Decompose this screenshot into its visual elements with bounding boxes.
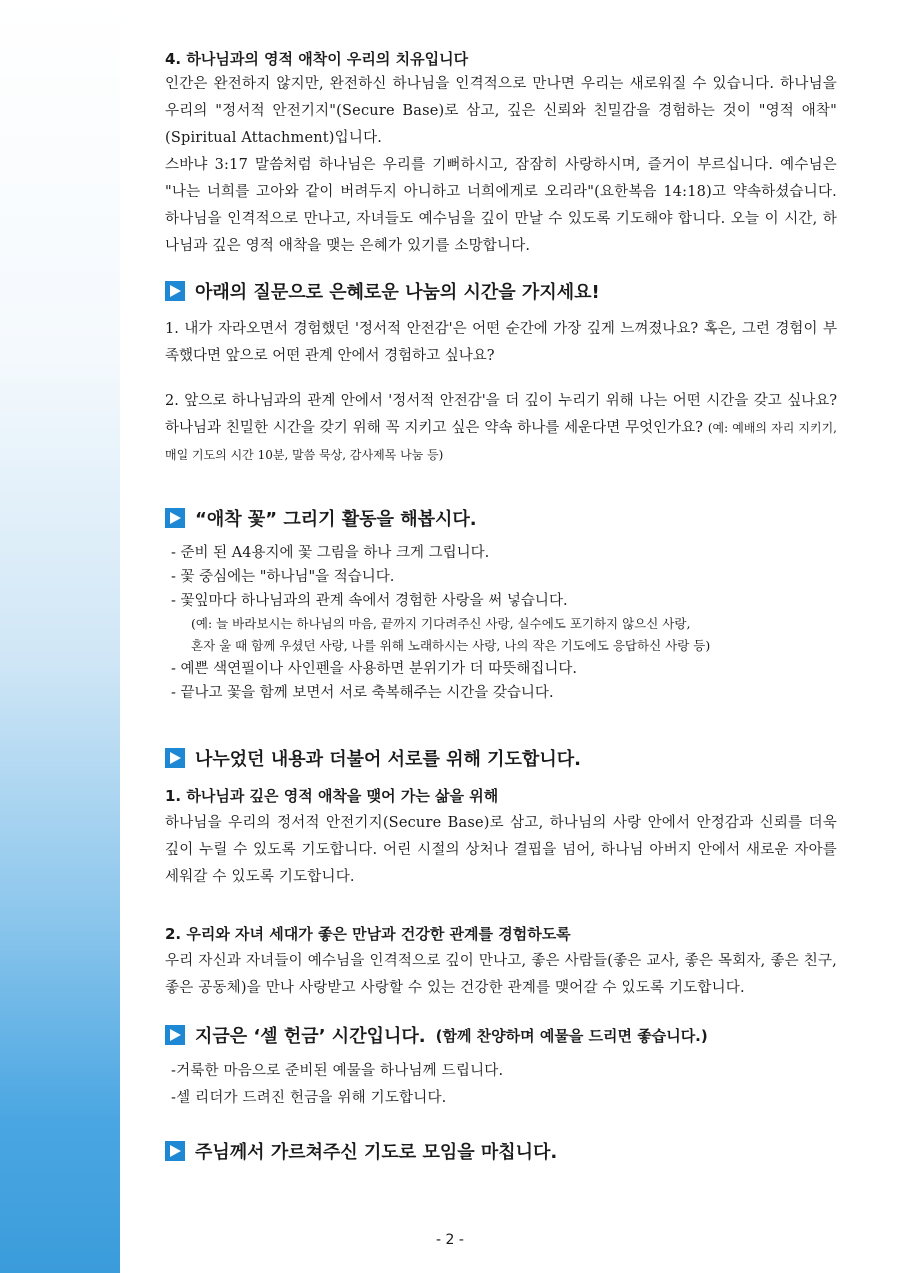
list-item: - 꽃잎마다 하나님과의 관계 속에서 경험한 사랑을 써 넣습니다. [171,593,568,609]
prayer-2-text: 우리 자신과 자녀들이 예수님을 인격적으로 깊이 만나고, 좋은 사람들(좋은 교사, 좋은 목회자, 좋은 친구, 좋은 공동체)을 만나 사랑받고 사랑할 수 있는 건강한 관계를 맺어갈 수 있도록 기도합니다. [165,953,837,996]
section4-paragraph-2: 스바냐 3:17 말씀처럼 하나님은 우리를 기뻐하시고, 잠잠히 사랑하시며, 즐거이 부르십니다. 예수님은 "나는 너희를 고아와 같이 버려두지 아니하고 너희에게로 오리라"(요한복음 14:18)고 약속하셨습니다. 하나님을 인격적으로 만나고, 자녀들도 예수님을 깊이 만날 수 있도록 기도해야 합니다. 오늘 이 시간, 하나님과 깊은 영적 애착을 맺는 은혜가 있기를 소망합니다. [165,157,837,254]
offering-line-1: -거룩한 마음으로 준비된 예물을 하나님께 드립니다. [171,1063,504,1079]
sharing-question-1: 1. 내가 자라오면서 경험했던 '정서적 안전감'은 어떤 순간에 가장 깊게 느껴졌나요? 혹은, 그런 경험이 부족했다면 앞으로 어떤 관계 안에서 경험하고 싶나요? [165,321,837,364]
prayer-1-title: 1. 하나님과 깊은 영적 애착을 맺어 가는 삶을 위해 [165,787,499,805]
sharing-heading-text: 아래의 질문으로 은혜로운 나눔의 시간을 가지세요! [195,282,600,303]
prayer-1-text: 하나님을 우리의 정서적 안전기지(Secure Base)로 삼고, 하나님의 사랑 안에서 안정감과 신뢰를 더욱 깊이 누릴 수 있도록 기도합니다. 어린 시절의 상처나 결핍을 넘어, 하나님 아버지 안에서 새로운 자아를 세워갈 수 있도록 기도합니다. [165,815,837,885]
prayer-heading-text: 나누었던 내용과 더불어 서로를 위해 기도합니다. [195,749,581,770]
activity-heading-text: “애착 꽃” 그리기 활동을 해봅시다. [195,509,477,530]
sharing-question-2-note: (예: 예배의 자리 지키기, 매일 기도의 시간 10분, 말씀 묵상, 감사제목 나눔 등) [165,421,837,462]
closing-heading-text: 주님께서 가르쳐주신 기도로 모임을 마칩니다. [195,1142,558,1163]
list-item: - 끝나고 꽃을 함께 보면서 서로 축복해주는 시간을 갖습니다. [171,685,554,701]
sharing-question-2 [165,388,837,469]
section4-title: 4. 하나님과의 영적 애착이 우리의 치유입니다 [165,50,469,68]
activity-example-note-2: 혼자 울 때 함께 우셨던 사랑, 나를 위해 노래하시는 사랑, 나의 작은 기도에도 응답하신 사랑 등) [191,638,711,653]
sharing-heading [165,278,837,304]
sharing-question-2-text: 2. 앞으로 하나님과의 관계 안에서 '정서적 안전감'을 더 깊이 누리기 위해 나는 어떤 시간을 갖고 싶나요? 하나님과 친밀한 시간을 갖기 위해 꼭 지키고 싶은 약속 하나를 세운다면 무엇인가요? [165,393,837,436]
section4-paragraph-1: 인간은 완전하지 않지만, 완전하신 하나님을 인격적으로 만나면 우리는 새로워질 수 있습니다. 하나님을 우리의 "정서적 안전기지"(Secure Base)로 삼고, 깊은 신뢰와 친밀감을 경험하는 것이 "영적 애착"(Spiritual Attachment)입니다. [165,76,837,146]
play-triangle-icon [165,748,185,768]
prayer-heading [165,745,837,771]
offering-heading-sub: (함께 찬양하며 예물을 드리면 좋습니다.) [435,1026,708,1045]
offering-lines [165,1058,837,1112]
decorative-side-band [0,0,120,1273]
play-triangle-icon [165,1025,185,1045]
play-triangle-icon [165,1141,185,1161]
list-item: - 예쁜 색연필이나 사인펜을 사용하면 분위기가 더 따뜻해집니다. [171,661,577,677]
activity-example-note-1: (예: 늘 바라보시는 하나님의 마음, 끝까지 기다려주신 사랑, 실수에도 포기하지 않으신 사랑, [191,616,691,631]
activity-list-2 [165,657,837,705]
list-item: - 꽃 중심에는 "하나님"을 적습니다. [171,569,395,585]
page-content [165,40,837,1164]
play-triangle-icon [165,281,185,301]
offering-heading [165,1022,837,1048]
play-triangle-icon [165,508,185,528]
activity-list [165,541,837,613]
page-number: - 2 - [436,1232,464,1248]
closing-heading [165,1138,837,1164]
offering-heading-text: 지금은 ‘셀 헌금’ 시간입니다. [195,1026,426,1047]
activity-heading [165,505,837,531]
offering-line-2: -셀 리더가 드려진 헌금을 위해 기도합니다. [171,1090,447,1106]
prayer-2-title: 2. 우리와 자녀 세대가 좋은 만남과 건강한 관계를 경험하도록 [165,925,571,943]
list-item: - 준비 된 A4용지에 꽃 그림을 하나 크게 그립니다. [171,545,490,561]
